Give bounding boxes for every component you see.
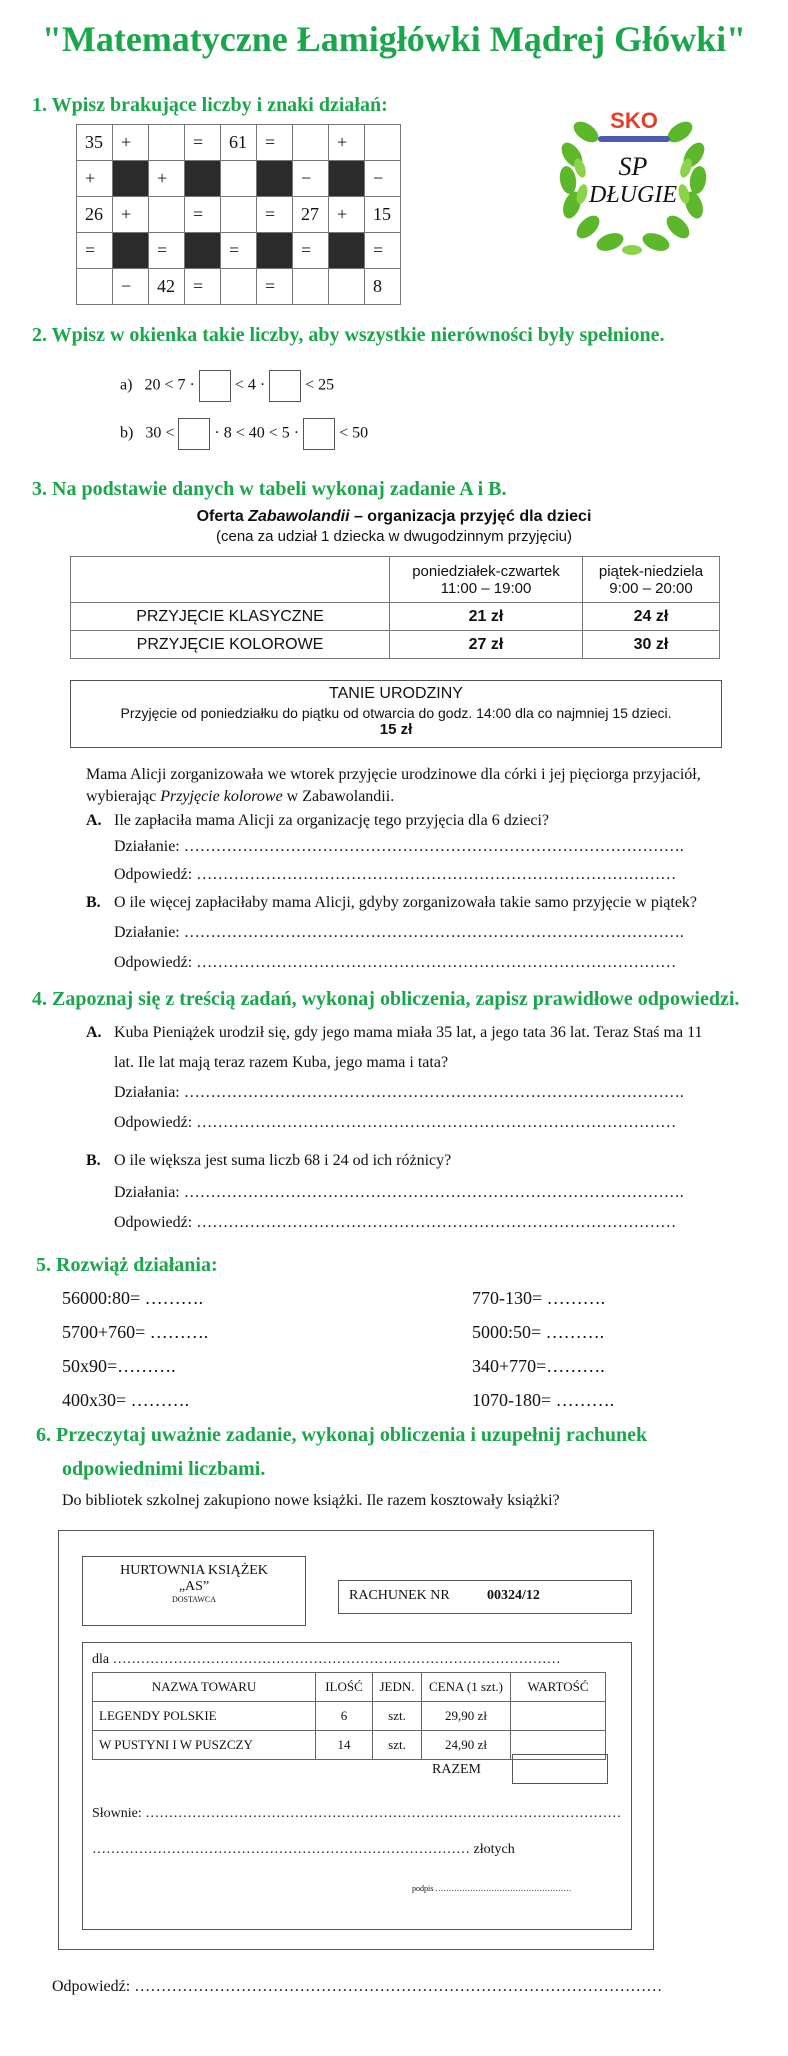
invoice-item-qty: 6 — [316, 1702, 373, 1731]
offer-col2-header — [583, 557, 720, 603]
inequality-b-box2[interactable] — [303, 418, 335, 450]
crossword-black-cell — [113, 233, 149, 269]
inequality-a-label: a) — [120, 376, 133, 394]
crossword-cell: = — [185, 269, 221, 305]
invoice-header: NAZWA TOWARU — [93, 1673, 316, 1702]
crossword-empty-cell[interactable] — [365, 125, 401, 161]
task3-intro2-pre: wybierając — [86, 788, 161, 805]
seller-short: „AS” — [178, 1579, 210, 1594]
crossword-cell: = — [293, 233, 329, 269]
calc-item[interactable]: 56000:80= ………. — [62, 1288, 204, 1308]
inequality-a-part2: < 4 · — [234, 376, 266, 394]
table-row — [93, 1702, 606, 1731]
offer-row-price1: 27 zł — [390, 631, 583, 659]
crossword-grid — [76, 124, 401, 305]
crossword-empty-cell[interactable] — [149, 197, 185, 233]
invoice-number-box — [338, 1580, 632, 1614]
crossword-cell: = — [77, 233, 113, 269]
task5-heading: 5. Rozwiąż działania: — [36, 1254, 218, 1276]
invoice-number-label: RACHUNEK NR — [349, 1588, 450, 1603]
invoice-item-value[interactable] — [511, 1702, 606, 1731]
offer-subtitle: (cena za udział 1 dziecka w dwugodzinnym przyjęciu) — [215, 528, 572, 545]
seller-name: HURTOWNIA KSIĄŻEK — [120, 1563, 268, 1578]
crossword-black-cell — [257, 233, 293, 269]
invoice-item-unit: szt. — [373, 1702, 422, 1731]
invoice-buyer[interactable]: dla …………………………………………………………………………………… — [92, 1652, 561, 1667]
promo-text: Przyjęcie od poniedziałku do piątku od otwarcia do godz. 14:00 dla co najmniej 15 dzieci. — [120, 705, 672, 721]
task4-qA-line2: lat. Ile lat mają teraz razem Kuba, jego mama i tata? — [114, 1054, 449, 1071]
calc-item[interactable]: 400x30= ………. — [62, 1390, 190, 1410]
crossword-black-cell — [257, 161, 293, 197]
task3-qA: Ile zapłaciła mama Alicji za organizację tego przyjęcia dla 6 dzieci? — [114, 812, 550, 829]
offer-row-price2: 24 zł — [583, 603, 720, 631]
inequality-a-part3: < 25 — [305, 376, 335, 394]
crossword-black-cell — [185, 233, 221, 269]
invoice-item-unit: szt. — [373, 1731, 422, 1760]
crossword-cell: 8 — [365, 269, 401, 305]
inequality-a-box1[interactable] — [199, 370, 231, 402]
promo-box — [70, 680, 722, 748]
calc-item[interactable]: 1070-180= ………. — [472, 1390, 615, 1410]
offer-title — [0, 508, 788, 526]
offer-table — [70, 556, 720, 659]
crossword-cell: = — [365, 233, 401, 269]
offer-row — [71, 631, 720, 659]
crossword-cell: + — [329, 197, 365, 233]
invoice-header: JEDN. — [373, 1673, 422, 1702]
crossword-black-cell — [113, 161, 149, 197]
inequality-b-part1: 30 < — [145, 424, 175, 442]
invoice-item-price: 24,90 zł — [422, 1731, 511, 1760]
page-title: "Matematyczne Łamigłówki Mądrej Główki" — [41, 19, 747, 59]
calc-item[interactable]: 5700+760= ………. — [62, 1322, 209, 1342]
calc-item[interactable]: 5000:50= ………. — [472, 1322, 605, 1342]
crossword-cell: = — [257, 197, 293, 233]
crossword-cell: + — [113, 125, 149, 161]
promo-title: TANIE URODZINY — [329, 685, 463, 702]
inequality-a — [120, 370, 334, 402]
offer-col2-hours: 9:00 – 20:00 — [609, 579, 693, 597]
invoice-item-qty: 14 — [316, 1731, 373, 1760]
school-logo — [548, 100, 718, 260]
seller-box — [82, 1556, 306, 1626]
inequality-b-label: b) — [120, 424, 134, 442]
crossword-empty-cell[interactable] — [77, 269, 113, 305]
crossword-cell: 42 — [149, 269, 185, 305]
invoice-total-label: RAZEM — [432, 1762, 481, 1777]
task3-intro2-post: w Zabawolandii. — [282, 788, 395, 805]
invoice-header: CENA (1 szt.) — [422, 1673, 511, 1702]
inequality-b-part3: < 50 — [339, 424, 369, 442]
crossword-black-cell — [329, 161, 365, 197]
calc-item[interactable]: 770-130= ………. — [472, 1288, 606, 1308]
task3-qA-label: A. — [86, 812, 102, 829]
offer-row-price2: 30 zł — [583, 631, 720, 659]
task6-heading-line1: 6. Przeczytaj uważnie zadanie, wykonaj obliczenia i uzupełnij rachunek — [36, 1424, 648, 1446]
task2-heading: 2. Wpisz w okienka takie liczby, aby wszystkie nierówności były spełnione. — [32, 324, 665, 346]
crossword-row — [77, 233, 401, 269]
task1-heading: 1. Wpisz brakujące liczby i znaki działań: — [32, 94, 388, 116]
task3-intro2-em: Przyjęcie kolorowe — [160, 788, 283, 805]
task4-qA-line1: Kuba Pieniążek urodził się, gdy jego mama miała 35 lat, a jego tata 36 lat. Teraz Staś ma 11 — [114, 1024, 703, 1041]
invoice-number: 00324/12 — [487, 1588, 540, 1603]
invoice-item-name: LEGENDY POLSKIE — [93, 1702, 316, 1731]
crossword-row — [77, 161, 401, 197]
task4-heading: 4. Zapoznaj się z treścią zadań, wykonaj obliczenia, zapisz prawidłowe odpowiedzi. — [32, 988, 740, 1010]
task6-heading-line2: odpowiednimi liczbami. — [62, 1458, 266, 1480]
crossword-black-cell — [185, 161, 221, 197]
invoice-table — [92, 1672, 606, 1760]
crossword-empty-cell[interactable] — [149, 125, 185, 161]
crossword-cell: − — [365, 161, 401, 197]
invoice-item-price: 29,90 zł — [422, 1702, 511, 1731]
crossword-empty-cell[interactable] — [221, 161, 257, 197]
calc-item[interactable]: 50x90=………. — [62, 1356, 176, 1376]
offer-col2-days: piątek-niedziela — [598, 562, 704, 580]
crossword-row — [77, 197, 401, 233]
crossword-row — [77, 269, 401, 305]
offer-title-post: – organizacja przyjęć dla dzieci — [349, 508, 592, 525]
crossword-cell: = — [149, 233, 185, 269]
invoice-in-words-zlotych[interactable]: ……………………………………………………………………… złotych — [92, 1842, 515, 1857]
crossword-cell: 35 — [77, 125, 113, 161]
calc-item[interactable]: 340+770=………. — [472, 1356, 605, 1376]
inequality-a-box2[interactable] — [269, 370, 301, 402]
task6-question: Do bibliotek szkolnej zakupiono nowe książki. Ile razem kosztowały książki? — [62, 1492, 560, 1509]
crossword-cell: = — [257, 125, 293, 161]
task4-qA-label: A. — [86, 1024, 102, 1041]
invoice-item-name: W PUSTYNI I W PUSZCZY — [93, 1731, 316, 1760]
crossword-empty-cell[interactable] — [293, 125, 329, 161]
invoice-header: WARTOŚĆ — [511, 1673, 606, 1702]
crossword-empty-cell[interactable] — [293, 269, 329, 305]
task4-qB: O ile większa jest suma liczb 68 i 24 od ich różnicy? — [114, 1152, 452, 1169]
invoice-header: ILOŚĆ — [316, 1673, 373, 1702]
invoice-signature[interactable]: podpis …………………………………………… — [412, 1884, 572, 1893]
offer-row-name: PRZYJĘCIE KLASYCZNE — [71, 603, 390, 631]
inequality-b-box1[interactable] — [178, 418, 210, 450]
task4-qA-work[interactable]: Działania: …………………………………………………………………………………. — [114, 1084, 684, 1101]
crossword-cell: + — [329, 125, 365, 161]
offer-title-pre: Oferta — [196, 508, 249, 525]
offer-row — [71, 603, 720, 631]
task3-heading: 3. Na podstawie danych w tabeli wykonaj zadanie A i B. — [32, 478, 507, 500]
crossword-cell: 26 — [77, 197, 113, 233]
task4-qB-work[interactable]: Działania: …………………………………………………………………………………. — [114, 1184, 684, 1201]
crossword-cell: + — [77, 161, 113, 197]
crossword-cell: = — [257, 269, 293, 305]
logo-swoosh-icon — [598, 136, 670, 142]
invoice-in-words[interactable]: Słownie: ………………………………………………………………………………………… — [92, 1806, 622, 1821]
crossword-cell: − — [113, 269, 149, 305]
inequality-b — [120, 418, 368, 450]
task3-qA-work[interactable]: Działanie: …………………………………………………………………………………. — [114, 838, 684, 855]
task3-qB-work[interactable]: Działanie: …………………………………………………………………………………. — [114, 924, 684, 941]
logo-sko-text: SKO — [610, 108, 658, 133]
offer-corner — [71, 557, 390, 603]
crossword-cell: − — [293, 161, 329, 197]
task6-answer[interactable]: Odpowiedź: ……………………………………………………………………………………… — [52, 1978, 663, 1995]
task3-qB-answer[interactable]: Odpowiedź: ……………………………………………………………………………… — [114, 954, 677, 971]
crossword-cell: = — [221, 233, 257, 269]
task4-qB-answer[interactable]: Odpowiedź: ……………………………………………………………………………… — [114, 1214, 677, 1231]
crossword-empty-cell[interactable] — [221, 269, 257, 305]
crossword-empty-cell[interactable] — [221, 197, 257, 233]
crossword-cell: 61 — [221, 125, 257, 161]
crossword-cell: 15 — [365, 197, 401, 233]
offer-row-name: PRZYJĘCIE KOLOROWE — [71, 631, 390, 659]
task4-qB-label: B. — [86, 1152, 101, 1169]
crossword-cell: = — [185, 197, 221, 233]
logo-line1: SP — [618, 152, 648, 181]
offer-col1-header — [390, 557, 583, 603]
promo-price: 15 zł — [379, 721, 413, 738]
task4-qA-answer[interactable]: Odpowiedź: ……………………………………………………………………………… — [114, 1114, 677, 1131]
task3-qA-answer[interactable]: Odpowiedź: ……………………………………………………………………………… — [114, 866, 677, 883]
task3-qB-label: B. — [86, 894, 101, 911]
task3-qB: O ile więcej zapłaciłaby mama Alicji, gdyby zorganizowała takie samo przyjęcie w piątek? — [114, 894, 698, 911]
crossword-black-cell — [329, 233, 365, 269]
offer-title-name: Zabawolandii — [248, 508, 350, 525]
invoice-total-box[interactable] — [512, 1754, 608, 1784]
task3-intro1: Mama Alicji zorganizowała we wtorek przyjęcie urodzinowe dla córki i jej pięciorga przyjaciół, — [86, 766, 701, 783]
crossword-cell: + — [113, 197, 149, 233]
offer-col1-hours: 11:00 – 19:00 — [440, 579, 532, 597]
crossword-empty-cell[interactable] — [329, 269, 365, 305]
offer-row-price1: 21 zł — [390, 603, 583, 631]
seller-role: DOSTAWCA — [171, 1595, 217, 1604]
crossword-row — [77, 125, 401, 161]
task3-intro2 — [86, 788, 394, 806]
inequality-b-part2: · 8 < 40 < 5 · — [214, 424, 300, 442]
offer-col1-days: poniedziałek-czwartek — [412, 562, 560, 580]
crossword-cell: + — [149, 161, 185, 197]
inequality-a-part1: 20 < 7 · — [144, 376, 195, 394]
logo-line2: DŁUGIE — [589, 182, 677, 208]
crossword-cell: = — [185, 125, 221, 161]
crossword-cell: 27 — [293, 197, 329, 233]
